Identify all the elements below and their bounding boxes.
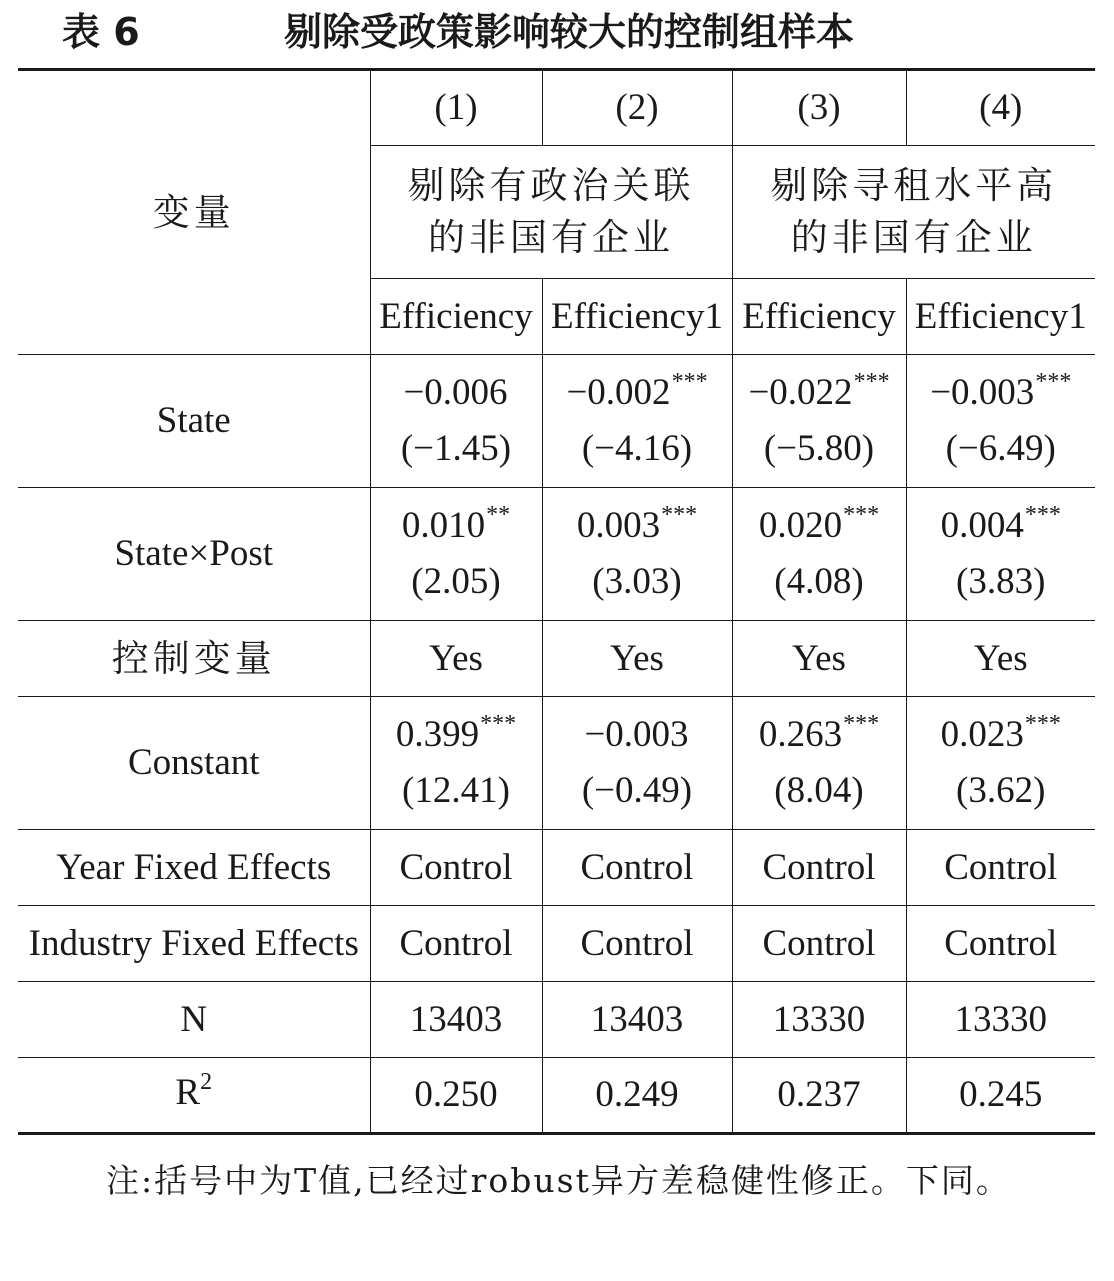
group-header-line: 的非国有企业	[428, 216, 674, 259]
significance-stars: ***	[843, 711, 880, 737]
coefficient: 0.003	[576, 505, 661, 546]
table-cell: Yes	[542, 621, 732, 697]
col-number: (2)	[542, 70, 732, 146]
table-cell: Control	[542, 906, 732, 982]
row-label-base: R	[175, 1072, 201, 1113]
t-value: (−5.80)	[763, 428, 875, 469]
coef-cell	[906, 355, 1095, 488]
table-cell: Yes	[732, 621, 906, 697]
table-cell: Control	[732, 906, 906, 982]
significance-stars: ***	[480, 711, 517, 737]
coefficient: 0.263	[758, 714, 843, 755]
header-row-col-numbers	[18, 70, 1095, 146]
coef-cell	[906, 488, 1095, 621]
table-row	[18, 355, 1095, 488]
t-value: (2.05)	[411, 561, 501, 602]
col-number: (3)	[732, 70, 906, 146]
row-label	[18, 1058, 370, 1134]
t-value: (4.08)	[774, 561, 864, 602]
row-label: N	[18, 982, 370, 1058]
significance-stars: ***	[1035, 369, 1072, 395]
significance-stars: ***	[1024, 502, 1061, 528]
coefficient: 0.010	[401, 505, 486, 546]
table-row	[18, 697, 1095, 830]
significance-stars: ***	[661, 502, 698, 528]
dependent-variable: Efficiency1	[542, 279, 732, 355]
row-label-superscript: 2	[200, 1069, 213, 1095]
row-label: Industry Fixed Effects	[18, 906, 370, 982]
t-value: (8.04)	[774, 770, 864, 811]
coefficient: −0.006	[403, 372, 508, 413]
coef-cell	[370, 488, 542, 621]
table-cell: 0.245	[906, 1058, 1095, 1134]
group-header-line: 的非国有企业	[790, 216, 1037, 259]
significance-stars: ***	[671, 369, 708, 395]
row-label: State×Post	[18, 488, 370, 621]
regression-table	[18, 68, 1095, 1135]
significance-stars: ***	[1024, 711, 1061, 737]
table-caption: 剔除受政策影响较大的控制组样本	[284, 10, 855, 54]
table-cell: Control	[542, 830, 732, 906]
col-number: (1)	[370, 70, 542, 146]
significance-stars: ***	[843, 502, 880, 528]
coef-cell	[370, 697, 542, 830]
table-cell: Yes	[370, 621, 542, 697]
table-cell: Control	[906, 830, 1095, 906]
group-header-line: 剔除有政治关联	[407, 164, 695, 207]
table-cell: 0.237	[732, 1058, 906, 1134]
row-label: 控制变量	[18, 621, 370, 697]
coefficient: 0.399	[395, 714, 480, 755]
t-value: (−4.16)	[581, 428, 693, 469]
coefficient: 0.020	[758, 505, 843, 546]
group-header	[732, 146, 1095, 279]
table-cell: 13330	[732, 982, 906, 1058]
t-value: (3.83)	[956, 561, 1046, 602]
table-cell: 0.250	[370, 1058, 542, 1134]
significance-stars: **	[486, 502, 511, 528]
row-label: Year Fixed Effects	[18, 830, 370, 906]
table-cell: 13403	[370, 982, 542, 1058]
table-cell: 13403	[542, 982, 732, 1058]
table-cell: Control	[370, 906, 542, 982]
coefficient: −0.002	[566, 372, 671, 413]
table-row	[18, 906, 1095, 982]
coefficient: 0.023	[940, 714, 1024, 755]
table-row	[18, 982, 1095, 1058]
coef-cell	[542, 355, 732, 488]
table-number: 表 6	[62, 10, 140, 54]
table-row	[18, 488, 1095, 621]
table-cell: 13330	[906, 982, 1095, 1058]
dependent-variable: Efficiency	[370, 279, 542, 355]
table-row	[18, 1058, 1095, 1134]
table-cell: Control	[732, 830, 906, 906]
t-value: (12.41)	[402, 770, 510, 811]
coef-cell	[542, 697, 732, 830]
dependent-variable: Efficiency1	[906, 279, 1095, 355]
t-value: (−0.49)	[581, 770, 693, 811]
coefficient: −0.003	[930, 372, 1035, 413]
t-value: (−1.45)	[400, 428, 512, 469]
table-title	[62, 4, 1102, 60]
coefficient: −0.022	[748, 372, 853, 413]
group-header	[370, 146, 732, 279]
table-cell: 0.249	[542, 1058, 732, 1134]
group-header-line: 剔除寻租水平高	[770, 164, 1058, 207]
col-number: (4)	[906, 70, 1095, 146]
coef-cell	[732, 697, 906, 830]
table-cell: Control	[370, 830, 542, 906]
t-value: (3.62)	[956, 770, 1046, 811]
row-label: Constant	[18, 697, 370, 830]
table-cell: Yes	[906, 621, 1095, 697]
table-row	[18, 621, 1095, 697]
coef-cell	[906, 697, 1095, 830]
table-cell: Control	[906, 906, 1095, 982]
table-row	[18, 830, 1095, 906]
coef-cell	[732, 355, 906, 488]
row-label: State	[18, 355, 370, 488]
coef-cell	[542, 488, 732, 621]
coefficient: 0.004	[940, 505, 1024, 546]
t-value: (3.03)	[592, 561, 682, 602]
significance-stars: ***	[853, 369, 890, 395]
coef-cell	[370, 355, 542, 488]
t-value: (−6.49)	[945, 428, 1056, 469]
table-note: 注:括号中为T值,已经过robust异方差稳健性修正。下同。	[106, 1161, 1011, 1200]
coefficient: −0.003	[584, 714, 689, 755]
dependent-variable: Efficiency	[732, 279, 906, 355]
variable-header: 变量	[18, 70, 370, 355]
coef-cell	[732, 488, 906, 621]
